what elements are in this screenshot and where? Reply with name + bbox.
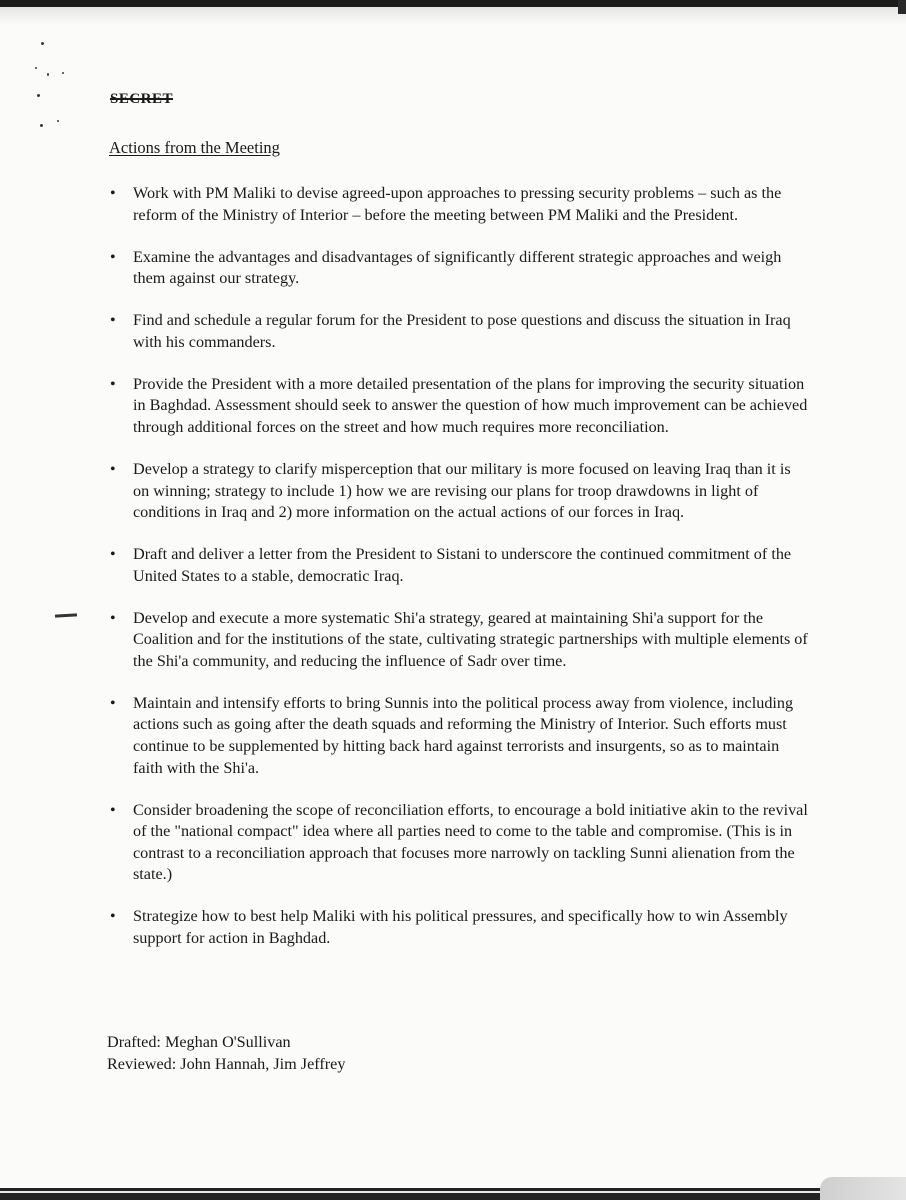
- classification-marking: SECRET: [110, 91, 174, 107]
- document-heading: Actions from the Meeting: [109, 138, 280, 157]
- action-item: [108, 183, 808, 226]
- bullet-icon: •: [110, 312, 116, 330]
- scan-speck: [57, 120, 59, 122]
- scan-speck: [35, 67, 37, 69]
- action-item: [108, 906, 808, 949]
- action-item: [108, 608, 808, 673]
- bullet-icon: •: [110, 908, 116, 926]
- corner-overlay: [820, 1177, 906, 1200]
- action-item: [108, 800, 808, 886]
- action-item-text: Strategize how to best help Maliki with his political pressures, and specifically how to win Assembly support for action in Baghdad.: [133, 907, 788, 947]
- authorship-block: [107, 1032, 345, 1075]
- action-item-text: Find and schedule a regular forum for the President to pose questions and discuss the situation in Iraq with his commanders.: [133, 311, 791, 351]
- action-item: [108, 693, 808, 779]
- reviewed-by: Reviewed: John Hannah, Jim Jeffrey: [107, 1054, 346, 1073]
- action-item: [108, 459, 808, 524]
- scan-speck: [40, 124, 43, 127]
- action-item-text: Develop and execute a more systematic Shi'a strategy, geared at maintaining Shi'a support for the Coalition and for the institutions of the state, cultivating strategic partnerships with multiple elements of the Shi'a community, and reducing the influence of Sadr over time.: [133, 608, 808, 670]
- scan-shadow: [0, 7, 906, 25]
- bullet-icon: •: [110, 546, 116, 564]
- top-border-rule: [0, 0, 900, 7]
- scan-speck: [62, 72, 64, 74]
- bullet-icon: •: [110, 801, 116, 819]
- scan-speck: [37, 94, 40, 97]
- action-item-text: Examine the advantages and disadvantages of significantly different strategic approaches and weigh them against our strategy.: [133, 247, 782, 288]
- bullet-icon: •: [110, 460, 116, 478]
- action-item-text: Develop a strategy to clarify misperception that our military is more focused on leaving Iraq than it is on winning; strategy to include 1) how we are revising our plans for troop drawdowns in light of conditions in Iraq and 2) more information on the actual actions of our forces in Iraq.: [133, 459, 791, 522]
- action-item: [108, 544, 808, 587]
- scan-speck: [41, 42, 44, 45]
- action-item: [108, 310, 808, 353]
- drafted-by: Drafted: Meghan O'Sullivan: [107, 1033, 291, 1051]
- action-item: [108, 374, 808, 439]
- margin-mark: [55, 613, 77, 617]
- action-item: [108, 247, 808, 290]
- action-item-text: Consider broadening the scope of reconciliation efforts, to encourage a bold initiative akin to the revival of the "national compact" idea where all parties need to come to the table and compromise. (This is in contrast to a reconciliation approach that focuses more narrowly on tackling Sunni alienation from the state.): [133, 800, 808, 884]
- bullet-icon: •: [110, 185, 116, 202]
- bullet-icon: •: [110, 248, 116, 266]
- bullet-icon: •: [110, 694, 116, 712]
- action-items-list: [108, 183, 808, 970]
- scan-speck: [47, 73, 49, 76]
- top-right-corner-mark: [898, 0, 906, 14]
- action-item-text: Work with PM Maliki to devise agreed-upon approaches to pressing security problems – such as the reform of the Ministry of Interior – before the meeting between PM Maliki and the President.: [133, 184, 782, 224]
- action-item-text: Maintain and intensify efforts to bring Sunnis into the political process away from violence, including actions such as going after the death squads and reforming the Ministry of Interior. Such efforts must continue to be supplemented by hitting back hard against terrorists and insurgents, so as to maintain faith with the Shi'a.: [133, 693, 794, 777]
- bottom-rule-gap: [0, 1191, 906, 1193]
- action-item-text: Provide the President with a more detailed presentation of the plans for improving the security situation in Baghdad. Assessment should seek to answer the question of how much improvement can be achieved through additional forces on the street and how much requires more reconciliation.: [133, 374, 808, 436]
- bottom-border-rule: [0, 1188, 906, 1200]
- bullet-icon: •: [110, 375, 116, 393]
- bullet-icon: •: [110, 609, 116, 627]
- action-item-text: Draft and deliver a letter from the President to Sistani to underscore the continued commitment of the United States to a stable, democratic Iraq.: [133, 545, 792, 585]
